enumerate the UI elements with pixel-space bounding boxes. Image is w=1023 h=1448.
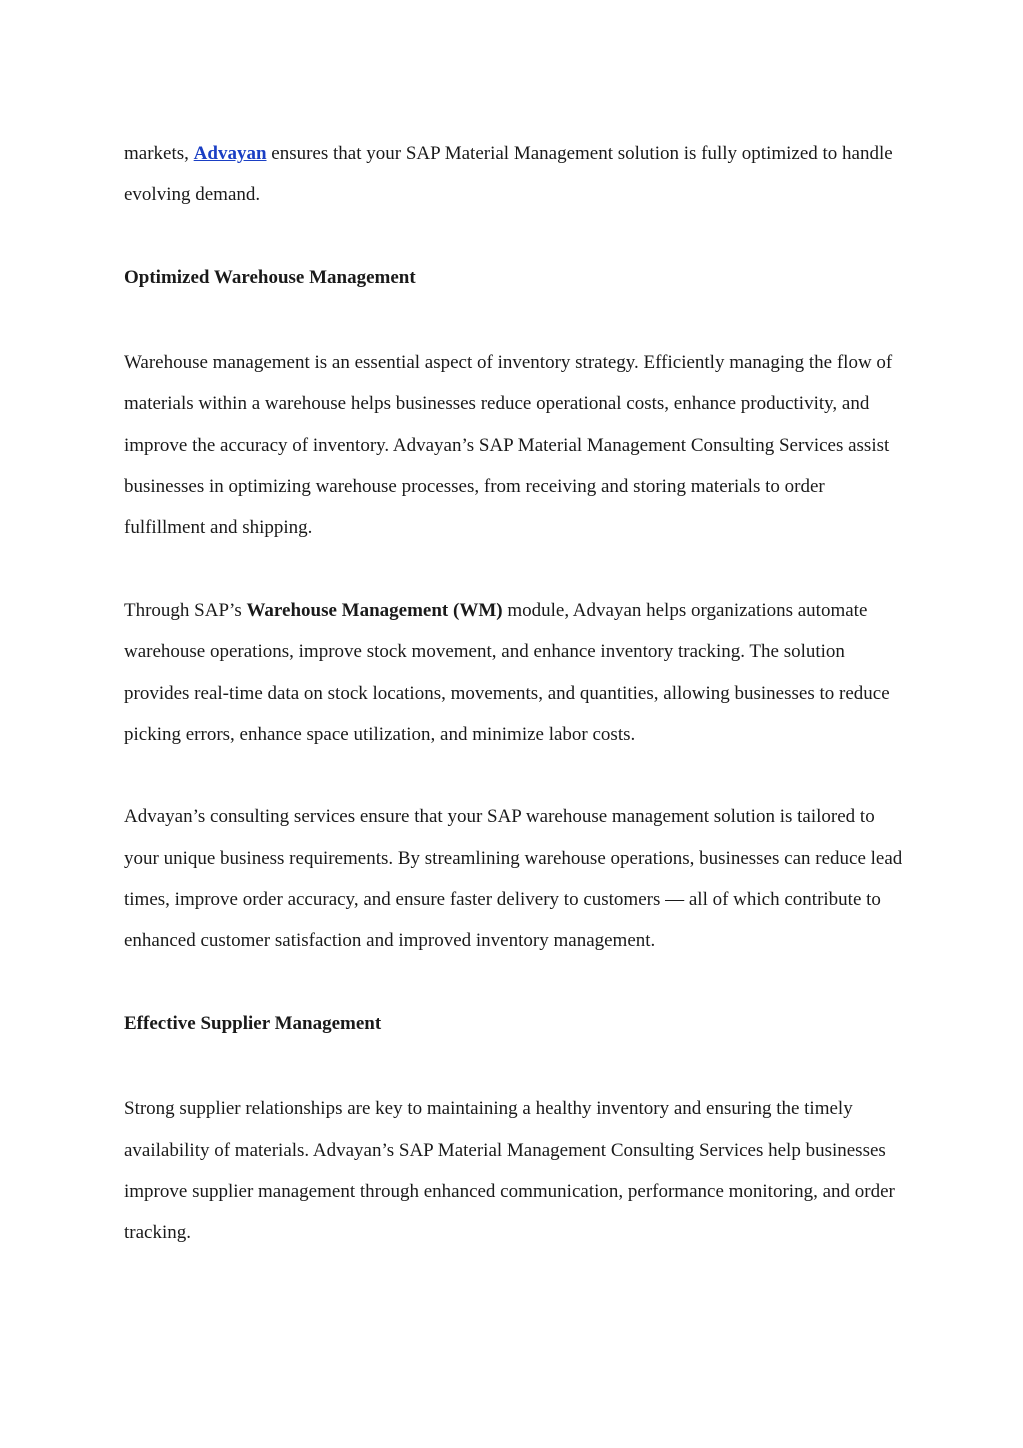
intro-text-start: markets, xyxy=(124,143,194,164)
heading-effective-supplier-management: Effective Supplier Management xyxy=(124,1012,382,1034)
document-body xyxy=(124,133,904,1295)
paragraph-consulting-services: Advayan’s consulting services ensure that your SAP warehouse management solution is tailored to your unique business requirements. By streamlining warehouse operations, businesses can reduce lead times, improve order accuracy, and ensure faster delivery to customers — all of which contribute to enhanced customer satisfaction and improved inventory management. xyxy=(124,806,903,952)
paragraph-sap-wm-module xyxy=(124,590,904,755)
advayan-link[interactable]: Advayan xyxy=(193,143,267,164)
paragraph-intro xyxy=(124,133,904,216)
paragraph-supplier-relationships: Strong supplier relationships are key to maintaining a healthy inventory and ensuring the timely availability of materials. Advayan’s SAP Material Management Consulting Services help businesses improve supplier management through enhanced communication, performance monitoring, and order tracking. xyxy=(124,1098,895,1244)
paragraph-warehouse-management: Warehouse management is an essential aspect of inventory strategy. Efficiently managing the flow of materials within a warehouse helps businesses reduce operational costs, enhance productivity, and improve the accuracy of inventory. Advayan’s SAP Material Management Consulting Services assist businesses in optimizing warehouse processes, from receiving and storing materials to order fulfillment and shipping. xyxy=(124,352,893,539)
heading-optimized-warehouse-management: Optimized Warehouse Management xyxy=(124,266,416,288)
wm-bold-term: Warehouse Management (WM) xyxy=(246,599,503,621)
wm-text-start: Through SAP’s xyxy=(124,599,247,621)
wm-text-end: module, Advayan helps organizations automate warehouse operations, improve stock movement, and enhance inventory tracking. The solution provides real-time data on stock locations, movements, and quantities, allowing businesses to reduce picking errors, enhance space utilization, and minimize labor costs. xyxy=(124,599,890,745)
intro-text-end: ensures that your SAP Material Management solution is fully optimized to handle evolving demand. xyxy=(124,143,893,206)
